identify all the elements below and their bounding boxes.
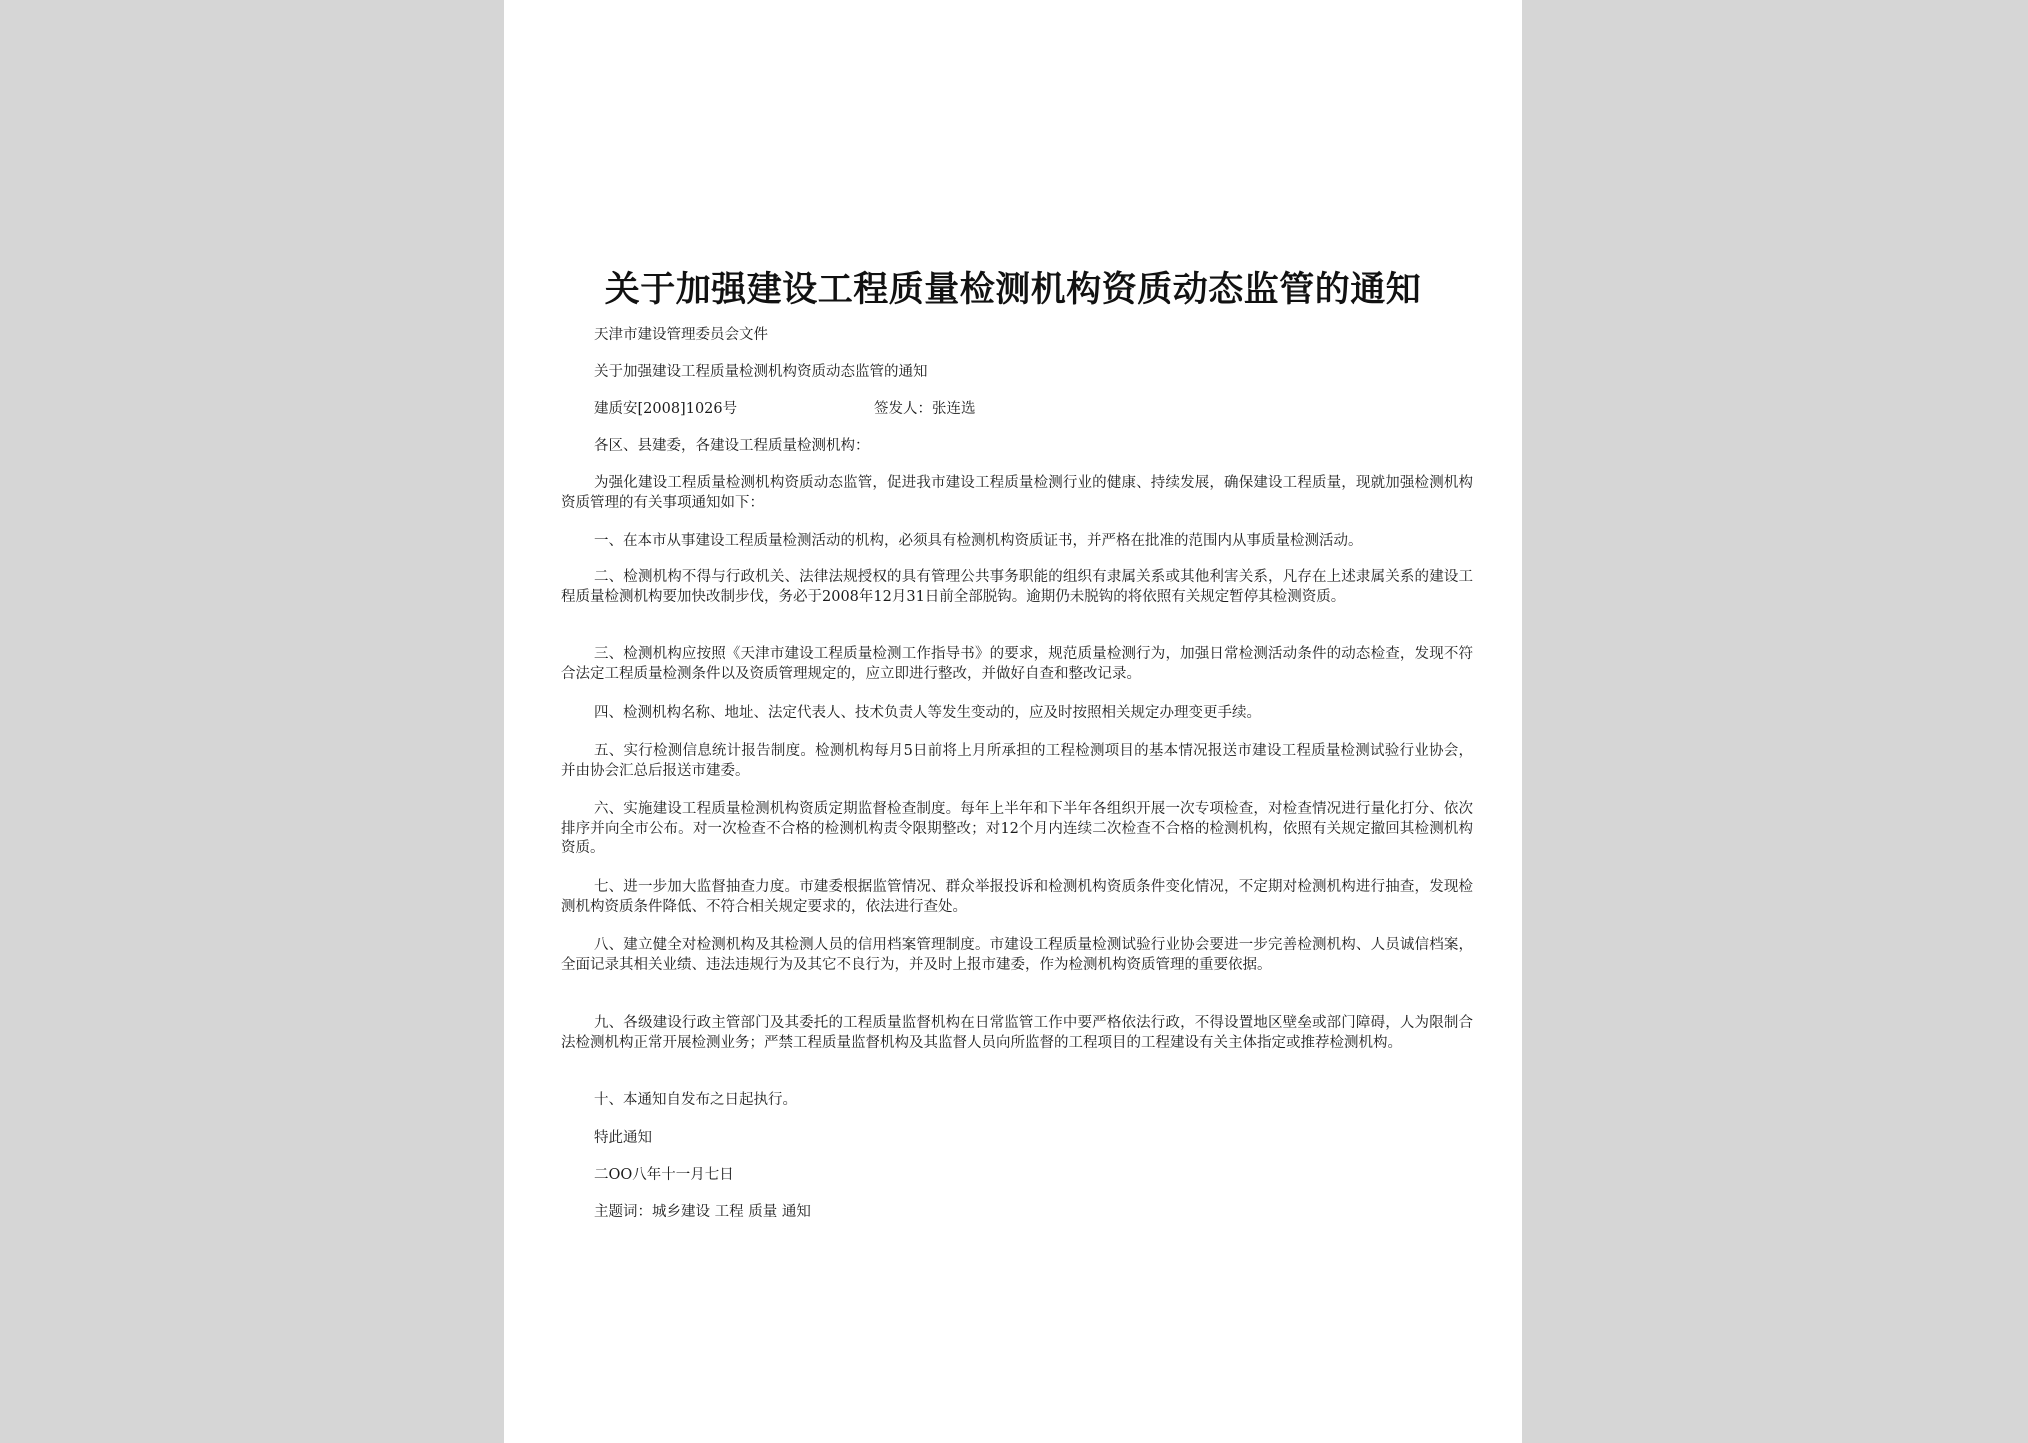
clause-7: 七、进一步加大监督抽查力度。市建委根据监管情况、群众举报投诉和检测机构资质条件变化情况，不定期对检测机构进行抽查，发现检测机构资质条件降低、不符合相关规定要求的，依法进行查处。: [561, 879, 1473, 915]
issuer-line: 天津市建设管理委员会文件: [594, 327, 768, 343]
clause-6: 六、实施建设工程质量检测机构资质定期监督检查制度。每年上半年和下半年各组织开展一次专项检查，对检查情况进行量化打分、依次排序并向全市公布。对一次检查不合格的检测机构责令限期整改；对12个月内连续二次检查不合格的检测机构，依照有关规定撤回其检测机构资质。: [561, 801, 1473, 856]
clause-3: 三、检测机构应按照《天津市建设工程质量检测工作指导书》的要求，规范质量检测行为，加强日常检测活动条件的动态检查，发现不符合法定工程质量检测条件以及资质管理规定的，应立即进行整改，并做好自查和整改记录。: [561, 646, 1473, 682]
issue-date: 二OO八年十一月七日: [594, 1167, 734, 1183]
document-page: [504, 0, 1522, 1443]
clause-8: 八、建立健全对检测机构及其检测人员的信用档案管理制度。市建设工程质量检测试验行业协会要进一步完善检测机构、人员诚信档案，全面记录其相关业绩、违法违规行为及其它不良行为，并及时上报市建委，作为检测机构资质管理的重要依据。: [561, 937, 1473, 973]
clause-9: 九、各级建设行政主管部门及其委托的工程质量监督机构在日常监管工作中要严格依法行政，不得设置地区壁垒或部门障碍，人为限制合法检测机构正常开展检测业务；严禁工程质量监督机构及其监督人员向所监督的工程项目的工程建设有关主体指定或推荐检测机构。: [561, 1015, 1473, 1051]
doc-number: 建质安[2008]1026号: [594, 401, 738, 417]
clause-1: 一、在本市从事建设工程质量检测活动的机构，必须具有检测机构资质证书，并严格在批准的范围内从事质量检测活动。: [594, 533, 1363, 549]
salutation: 各区、县建委，各建设工程质量检测机构：: [594, 438, 870, 454]
keywords-line: 主题词：城乡建设 工程 质量 通知: [594, 1204, 811, 1220]
subtitle-line: 关于加强建设工程质量检测机构资质动态监管的通知: [594, 364, 928, 380]
intro-paragraph: 为强化建设工程质量检测机构资质动态监管，促进我市建设工程质量检测行业的健康、持续发展，确保建设工程质量，现就加强检测机构资质管理的有关事项通知如下：: [561, 475, 1473, 511]
clause-4: 四、检测机构名称、地址、法定代表人、技术负责人等发生变动的，应及时按照相关规定办理变更手续。: [594, 705, 1261, 721]
clause-10: 十、本通知自发布之日起执行。: [594, 1092, 797, 1108]
clause-5: 五、实行检测信息统计报告制度。检测机构每月5日前将上月所承担的工程检测项目的基本情况报送市建设工程质量检测试验行业协会，并由协会汇总后报送市建委。: [561, 743, 1473, 779]
signer-line: 签发人：张连选: [874, 401, 976, 417]
clause-2: 二、检测机构不得与行政机关、法律法规授权的具有管理公共事务职能的组织有隶属关系或其他利害关系，凡存在上述隶属关系的建设工程质量检测机构要加快改制步伐，务必于2008年12月31日前全部脱钩。逾期仍未脱钩的将依照有关规定暂停其检测资质。: [561, 569, 1473, 605]
closing-line: 特此通知: [594, 1130, 652, 1146]
document-title: 关于加强建设工程质量检测机构资质动态监管的通知: [604, 270, 1422, 310]
